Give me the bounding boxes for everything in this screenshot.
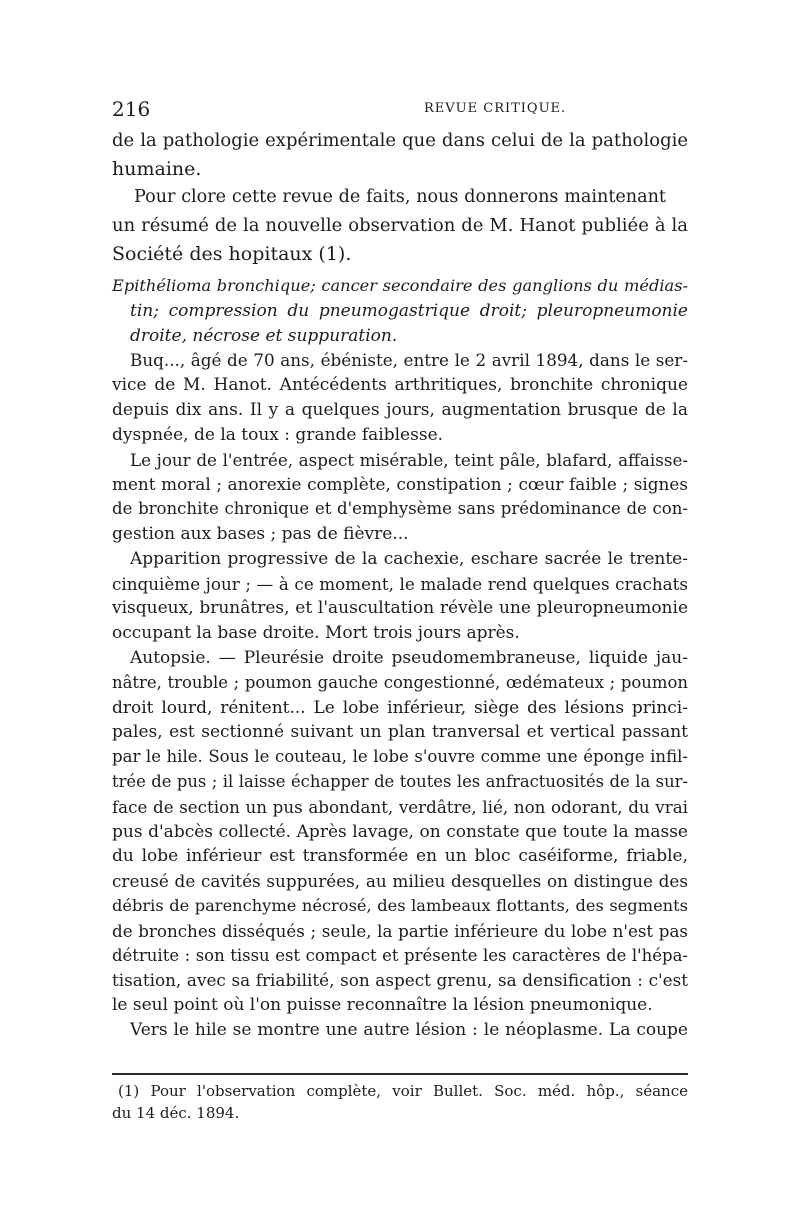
footnote-rule	[112, 1073, 688, 1075]
text-line: du lobe inférieur est transformée en un bloc caséiforme, friable,	[112, 846, 688, 867]
text-line: gestion aux bases ; pas de fièvre...	[112, 523, 409, 544]
intro-paragraph	[112, 127, 688, 183]
text-line: Buq..., âgé de 70 ans, ébéniste, entre le 2 avril 1894, dans le ser-	[130, 350, 688, 371]
text-line: de bronchite chronique et d'emphysème sans prédominance de con-	[112, 499, 688, 519]
case-paragraph-autopsy	[112, 646, 688, 1018]
text-line: occupant la base droite. Mort trois jours après.	[112, 623, 520, 644]
case-title-line: tin; compression du pneumogastrique droit; pleuropneumonie	[130, 300, 688, 321]
text-line: Pour clore cette revue de faits, nous donnerons maintenant	[134, 187, 666, 208]
page-header	[112, 96, 688, 122]
case-title-line: droite, nécrose et suppuration.	[130, 325, 398, 346]
text-line: un résumé de la nouvelle observation de M. Hanot publiée à la	[112, 214, 688, 236]
text-line: Vers le hile se montre une autre lésion : le néoplasme. La coupe	[130, 1019, 688, 1040]
footnote-line: du 14 déc. 1894.	[112, 1104, 240, 1122]
text-line: face de section un pus abondant, verdâtre, lié, non odorant, du vrai	[112, 796, 688, 817]
case-paragraph-admission	[112, 448, 688, 547]
case-title	[112, 274, 688, 348]
case-paragraph-progression	[112, 547, 688, 646]
text-line: trée de pus ; il laisse échapper de toutes les anfractuosités de la sur-	[112, 771, 688, 791]
text-line: depuis dix ans. Il y a quelques jours, augmentation brusque de la	[112, 400, 688, 420]
text-line: Autopsie. — Pleurésie droite pseudomembraneuse, liquide jau-	[130, 647, 688, 668]
text-line: débris de parenchyme nécrosé, des lambeaux flottants, des segments	[112, 895, 688, 915]
text-line: de bronches disséqués ; seule, la partie inférieure du lobe n'est pas	[112, 920, 688, 941]
page-number: 216	[112, 97, 151, 121]
text-line: pus d'abcès collecté. Après lavage, on constate que toute la masse	[112, 821, 688, 842]
running-title: REVUE CRITIQUE.	[424, 101, 567, 116]
text-line: droit lourd, rénitent... Le lobe inférieur, siège des lésions princi-	[112, 697, 688, 718]
case-title-line: Epithélioma bronchique; cancer secondaire des ganglions du médias-	[112, 276, 688, 296]
text-line: nâtre, trouble ; poumon gauche congestionné, œdémateux ; poumon	[112, 672, 688, 692]
text-line: de la pathologie expérimentale que dans celui de la pathologie	[112, 130, 688, 151]
page-body	[112, 127, 688, 1043]
text-line: Société des hopitaux (1).	[112, 242, 352, 265]
text-line: ment moral ; anorexie complète, constipation ; cœur faible ; signes	[112, 474, 688, 495]
text-line: cinquième jour ; — à ce moment, le malade rend quelques crachats	[112, 573, 688, 594]
text-line: humaine.	[112, 158, 202, 181]
text-line: vice de M. Hanot. Antécédents arthritiques, bronchite chronique	[112, 375, 688, 396]
text-line: visqueux, brunâtres, et l'auscultation révèle une pleuropneumonie	[112, 598, 688, 619]
text-line: Le jour de l'entrée, aspect misérable, teint pâle, blafard, affaisse-	[130, 449, 688, 470]
summary-paragraph	[112, 183, 688, 268]
text-line: creusé de cavités suppurées, au milieu desquelles on distingue des	[112, 871, 688, 892]
case-paragraph-history	[112, 348, 688, 447]
text-line: par le hile. Sous le couteau, le lobe s'ouvre comme une éponge infil-	[112, 747, 688, 767]
text-line: pales, est sectionné suivant un plan tranversal et vertical passant	[112, 722, 688, 743]
footnote-line: (1) Pour l'observation complète, voir Bullet. Soc. méd. hôp., séance	[118, 1082, 688, 1100]
text-line: dyspnée, de la toux : grande faiblesse.	[112, 424, 444, 445]
text-line: détruite : son tissu est compact et présente les caractères de l'hépa-	[112, 945, 688, 965]
case-paragraph-hilum	[112, 1018, 688, 1043]
footnote	[112, 1080, 688, 1124]
text-line: tisation, avec sa friabilité, son aspect grenu, sa densification : c'est	[112, 970, 688, 991]
text-line: Apparition progressive de la cachexie, eschare sacrée le trente-	[130, 548, 688, 569]
text-line: le seul point où l'on puisse reconnaître la lésion pneumonique.	[112, 995, 653, 1016]
